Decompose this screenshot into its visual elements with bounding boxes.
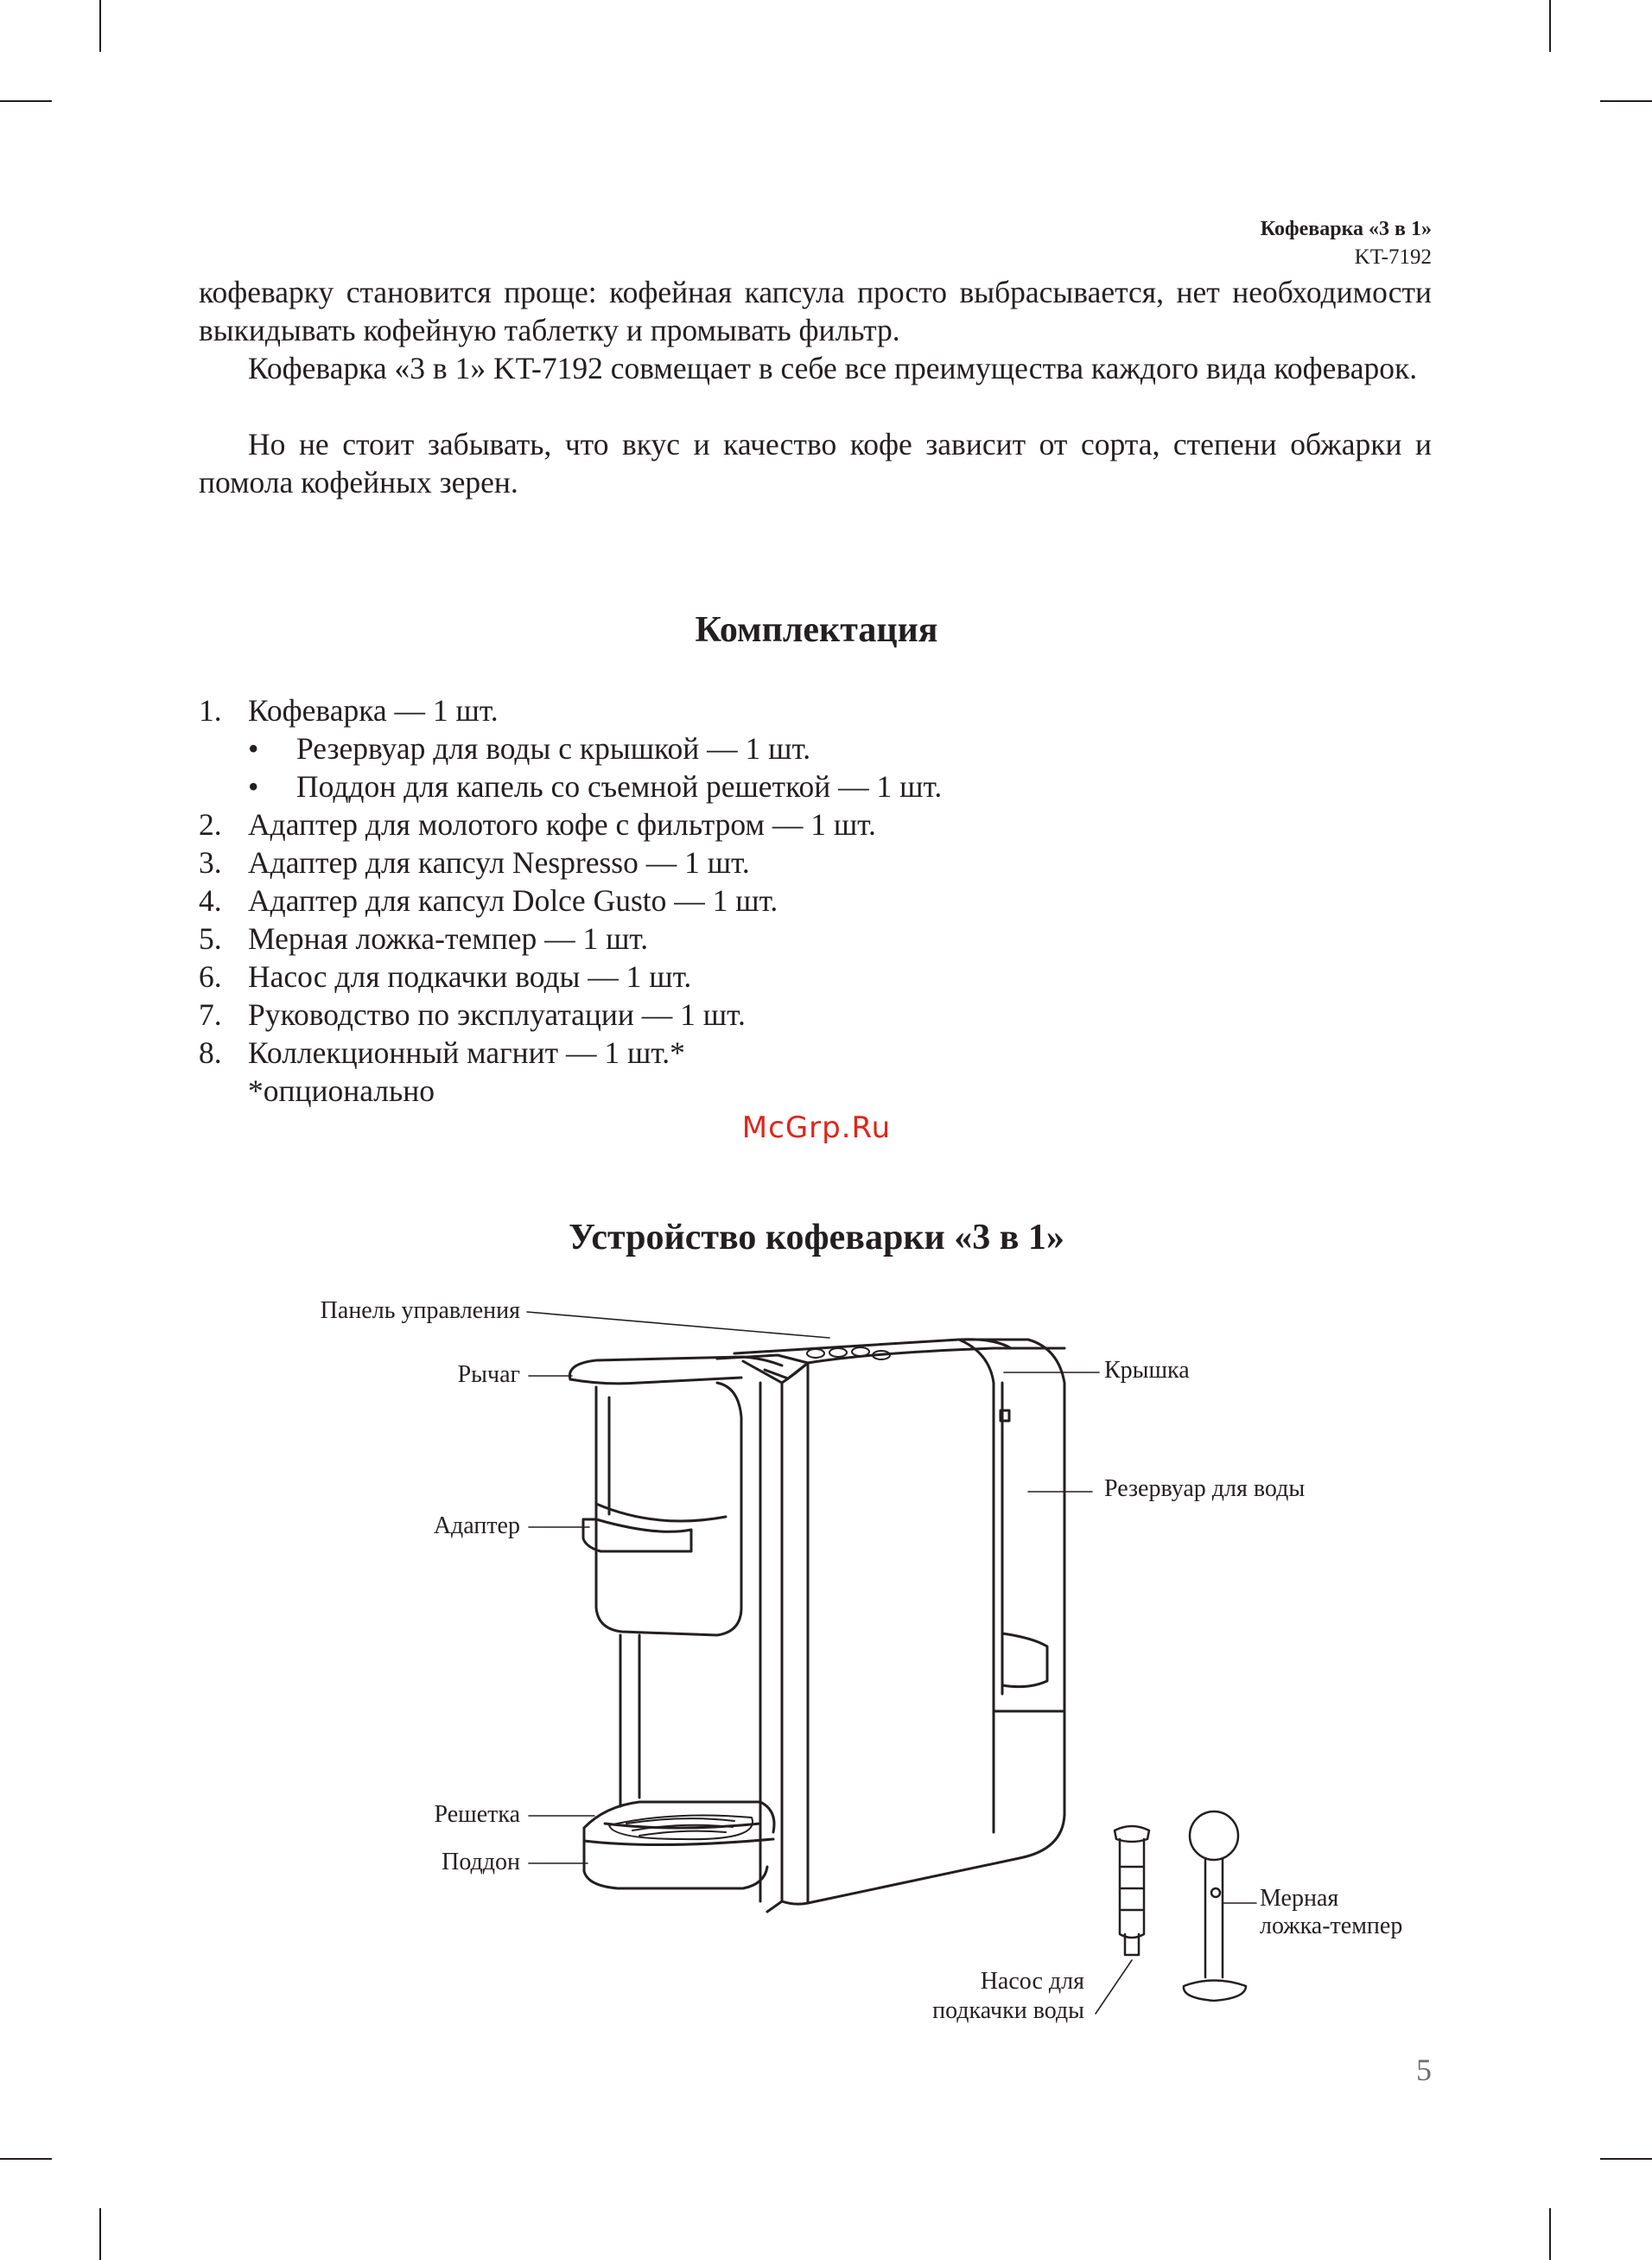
label-control-panel: Панель управления xyxy=(320,1297,520,1324)
list-number: 7. xyxy=(199,997,222,1032)
bullet: • xyxy=(248,731,259,766)
section-title-device: Устройство кофеварки «3 в 1» xyxy=(569,1218,1064,1257)
watermark: McGrp.Ru xyxy=(741,1111,892,1145)
label-reservoir: Резервуар для воды xyxy=(1104,1475,1306,1502)
running-header-model: KT-7192 xyxy=(1354,245,1432,269)
list-number: 4. xyxy=(199,883,222,918)
cup-space xyxy=(620,1635,760,1806)
bullet: • xyxy=(248,769,259,804)
measuring-spoon-tamper xyxy=(1184,1811,1246,2001)
sub-list-text: Резервуар для воды с крышкой — 1 шт. xyxy=(296,731,811,766)
machine-body xyxy=(808,1348,1064,1903)
adapter xyxy=(583,1519,691,1551)
list-text: Насос для подкачки воды — 1 шт. xyxy=(248,959,692,994)
running-header-title: Кофеварка «3 в 1» xyxy=(1260,218,1432,240)
label-tamper-line2: ложка-темпер xyxy=(1260,1913,1403,1939)
list-text: Адаптер для капсул Dolce Gusto — 1 шт. xyxy=(248,883,778,918)
machine-front xyxy=(743,1361,808,1912)
list-number: 5. xyxy=(199,921,222,956)
label-grate: Решетка xyxy=(434,1801,520,1828)
brew-head xyxy=(596,1383,741,1635)
label-tamper-line1: Мерная xyxy=(1260,1885,1339,1912)
list-number: 1. xyxy=(199,693,222,728)
intro-paragraph: Но не стоит забывать, что вкус и качество кофе зависит от сорта, степени обжарки и помола кофейных зерен. xyxy=(199,427,1432,500)
footnote-text: *опционально xyxy=(248,1073,435,1108)
list-number: 8. xyxy=(199,1035,222,1070)
drip-tray xyxy=(584,1802,774,1888)
label-tray: Поддон xyxy=(442,1849,520,1875)
leader-lines xyxy=(527,1312,1256,2014)
list-text: Адаптер для капсул Nespresso — 1 шт. xyxy=(248,845,750,880)
label-adapter: Адаптер xyxy=(433,1512,520,1539)
list-number: 6. xyxy=(199,959,222,994)
water-reservoir xyxy=(959,1340,1064,1711)
label-lever: Рычаг xyxy=(457,1361,520,1388)
intro-paragraph: кофеварку становится проще: кофейная капсула просто выбрасывается, нет необходимости выкидывать кофейную таблетку и промывать фильтр. xyxy=(199,275,1432,347)
water-pump xyxy=(1115,1826,1149,1955)
label-pump-line2: подкачки воды xyxy=(932,1997,1084,2024)
intro-paragraph: Кофеварка «3 в 1» KT-7192 совмещает в себе все преимущества каждого вида кофеварок. xyxy=(248,351,1418,385)
list-text: Руководство по эксплуатации — 1 шт. xyxy=(248,997,746,1032)
sub-list-text: Поддон для капель со съемной решеткой — 1 шт. xyxy=(296,769,943,804)
list-text: Адаптер для молотого кофе с фильтром — 1 шт. xyxy=(248,807,876,842)
list-number: 2. xyxy=(199,807,222,842)
list-text: Коллекционный магнит — 1 шт.* xyxy=(248,1035,685,1070)
label-lid: Крышка xyxy=(1104,1357,1190,1384)
label-pump-line1: Насос для xyxy=(980,1968,1084,1995)
list-text: Мерная ложка-темпер — 1 шт. xyxy=(248,921,649,956)
section-title-package: Комплектация xyxy=(695,610,938,650)
list-number: 3. xyxy=(199,845,222,880)
page-number: 5 xyxy=(1416,2053,1432,2087)
list-text: Кофеварка — 1 шт. xyxy=(248,693,499,728)
